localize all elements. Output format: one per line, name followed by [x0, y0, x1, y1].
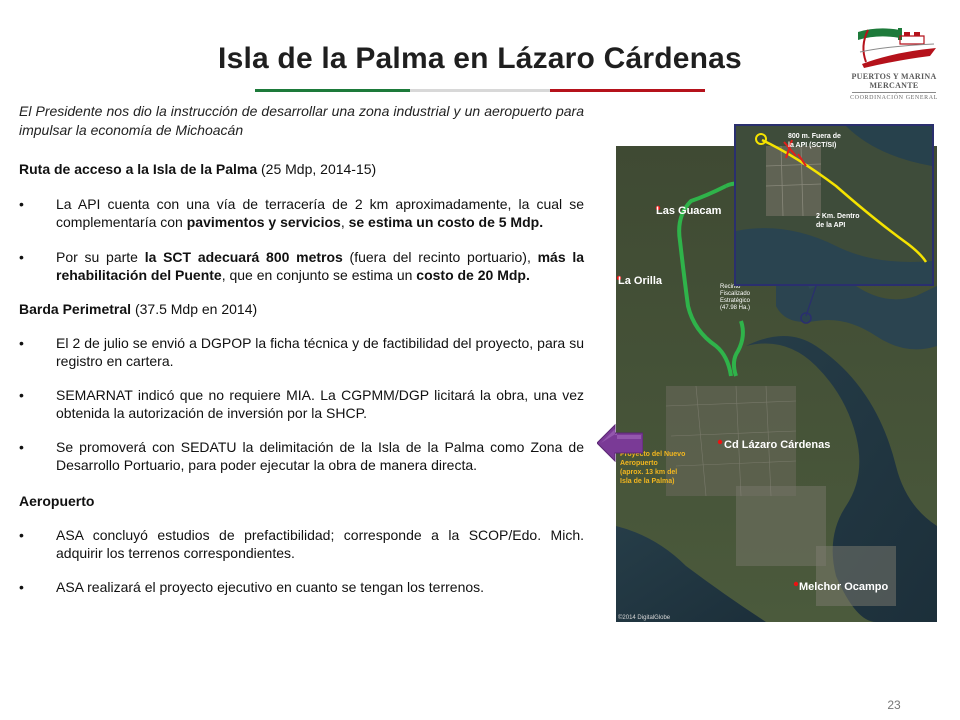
map-credit: ©2014 DigitalGlobe — [618, 615, 671, 621]
inset-label-800m-line2: la API (SCT/SI) — [788, 142, 837, 149]
bullet-acceso-2: • Por su parte la SCT adecuará 800 metros (fuera del recinto portuario), más la rehabilitación del Puente, que en conjunto se estima un costo de 20 Mdp. — [19, 249, 585, 283]
puertos-marina-mercante-logo — [838, 22, 950, 114]
logo-divider — [852, 92, 936, 93]
svg-text:Fiscalizado: Fiscalizado — [720, 291, 751, 297]
logo-text-line1: PUERTOS Y MARINA — [851, 72, 937, 81]
map-label-la-orilla: La Orilla — [618, 275, 663, 287]
bullet-barda-1: • El 2 de julio se envió a DGPOP la ficha técnica y de factibilidad del proyecto, para su registro en cartera. — [19, 335, 584, 369]
left-arrow-icon — [597, 423, 643, 463]
intro-statement: El Presidente nos dio la instrucción de desarrollar una zona industrial y un aeropuerto para impulsar la economía de Michoacán — [19, 103, 584, 138]
inset-label-800m-line1: 800 m. Fuera de — [788, 133, 841, 140]
map-label-melchor-ocampo: Melchor Ocampo — [799, 581, 889, 593]
bullet-aeropuerto-2: • ASA realizará el proyecto ejecutivo en cuanto se tengan los terrenos. — [19, 579, 485, 595]
svg-text:Recinto: Recinto — [720, 284, 741, 290]
svg-text:Proyecto del Nuevo: Proyecto del Nuevo — [620, 451, 686, 458]
inset-label-2km-line2: de la API — [816, 222, 846, 229]
logo-text-line3: COORDINACIÓN GENERAL — [850, 95, 938, 101]
title-underline — [255, 89, 705, 92]
section-heading-acceso: Ruta de acceso a la Isla de la Palma (25 Mdp, 2014-15) — [19, 161, 377, 177]
logo-text-line2: MERCANTE — [869, 81, 919, 90]
bullet-barda-3: • Se promoverá con SEDATU la delimitación de la Isla de la Palma como Zona de Desarrollo Portuario, para poder ejecutar la obra de manera directa. — [19, 439, 584, 473]
svg-text:Estratégico: Estratégico — [720, 298, 751, 304]
svg-text:Isla de la Palma): Isla de la Palma) — [620, 478, 675, 485]
map-inset-detail — [734, 124, 934, 286]
content-body — [19, 160, 584, 596]
bullet-barda-2: • SEMARNAT indicó que no requiere MIA. La CGPMM/DGP licitará la obra, una vez obtenida la autorización de inversión por la SHCP. — [19, 387, 584, 421]
ship-emblem-icon — [838, 22, 950, 72]
slide-title: Isla de la Palma en Lázaro Cárdenas — [218, 42, 742, 75]
map-label-las-guacamayas: Las Guacam — [656, 205, 722, 217]
page-number: 23 — [887, 698, 901, 712]
svg-text:(47.98 Ha.): (47.98 Ha.) — [720, 305, 751, 311]
map-label-cd-lazaro: Cd Lázaro Cárdenas — [724, 439, 831, 451]
svg-text:Aeropuerto: Aeropuerto — [620, 460, 658, 467]
inset-label-2km-line1: 2 Km. Dentro — [816, 213, 860, 220]
svg-text:(aprox. 13 km del: (aprox. 13 km del — [620, 469, 678, 476]
section-heading-aeropuerto: Aeropuerto — [19, 493, 95, 509]
section-heading-barda: Barda Perimetral (37.5 Mdp en 2014) — [19, 301, 258, 317]
bullet-acceso-1: • La API cuenta con una vía de terracería de 2 km aproximadamente, la cual se complementaría con pavimentos y servicios, se estima un costo de 5 Mdp. — [19, 196, 584, 230]
bullet-aeropuerto-1: • ASA concluyó estudios de prefactibilidad; corresponde a la SCOP/Edo. Mich. adquirir los terrenos correspondientes. — [19, 527, 584, 561]
